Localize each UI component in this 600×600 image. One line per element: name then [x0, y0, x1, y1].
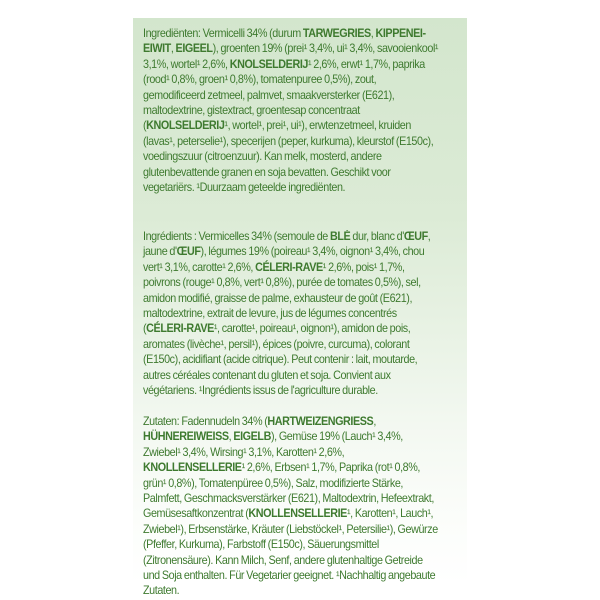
ingredient-text: ), légumes 19% (poireau¹ 3,4%, oignon¹ 3,4%, chou vert¹ 3,1%, carotte¹ 2,6%, — [143, 245, 425, 274]
allergen-text: EIGELB — [233, 430, 271, 444]
ingredient-text: ), Gemüse 19% (Lauch¹ 3,4%, Zwiebel¹ 3,4%, Wirsing¹ 3,1%, Karotten¹ 2,6%, — [143, 430, 403, 459]
ingredient-text: Zutaten: Fadennudeln 34% ( — [143, 415, 268, 428]
allergen-text: HÜHNEREIWEISS — [143, 430, 229, 444]
ingredient-text: Ingrédients : Vermicelles 34% (semoule de — [143, 230, 331, 243]
ingredient-text: ¹, carotte¹, poireau¹, oignon¹), amidon de pois, aromates (livèche¹, persil¹), épices (poivre, curcuma), colorant (E150c), acidifiant (acide citrique). Peut contenir : lait, moutarde, autres céréales contenant du gluten et soja. Convient aux végétariens. ¹Ingrédients issus de l'agriculture durable. — [143, 322, 418, 398]
ingredient-text: ¹, wortel¹, prei¹, ui¹), erwtenzetmeel, kruiden (lavas¹, peterselie¹), specerijen (peper, kurkuma), kleurstof (E150c), voedingszuur (citroenzuur). Kan melk, mosterd, andere glutenbevattende granen en soja bevatten. Geschikt voor vegetariërs. ¹Duurzaam geteelde ingrediënten. — [143, 119, 434, 195]
ingredient-text: , — [170, 42, 176, 56]
ingredient-text: ), groenten 19% (prei¹ 3,4%, ui¹ 3,4%, savooienkool¹ 3,1%, wortel¹ 2,6%, — [143, 42, 439, 71]
allergen-text: BLÉ — [330, 230, 351, 243]
ingredient-text: ¹ 2,6%, erwt¹ 1,7%, paprika (rood¹ 0,8%, groen¹ 0,8%), tomatenpuree 0,5%), zout, gemodificeerd zetmeel, palmvet, smaakversterker (E621), maltodextrine, gistextract, groentesap concentraat ( — [143, 57, 425, 133]
ingredient-text: Ingrediënten: Vermicelli 34% (durum — [143, 27, 303, 40]
ingredient-text: ¹ 2,6%, pois¹ 1,7%, poivrons (rouge¹ 0,8%, vert¹ 0,8%), purée de tomates 0,5%), sel, amidon modifié, graisse de palme, exhausteur de goût (E621), maltodextrine, extrait de levure, jus de légumes concentrés ( — [143, 260, 421, 336]
allergen-text: KNOLLENSELLERIE — [248, 507, 347, 521]
ingredients-label — [133, 18, 467, 598]
ingredient-text: dur, blanc d' — [350, 230, 404, 243]
ingredient-text: , — [370, 27, 376, 40]
allergen-text: ŒUF — [403, 230, 428, 243]
allergen-text: CÉLERI-RAVE — [255, 260, 323, 274]
ingredients-dutch — [143, 26, 439, 195]
ingredient-text: ¹ 2,6%, Erbsen¹ 1,7%, Paprika (rot¹ 0,8%, grün¹ 0,8%), Tomatenpüree 0,5%), Salz, modifizierte Stärke, Palmfett, Geschmacksverstärker (E621), Maltodextrin, Hefeextrakt, Gemüsesaftkonzentrat ( — [143, 461, 434, 521]
allergen-text: HARTWEIZENGRIESS — [267, 415, 374, 428]
allergen-text: ŒUF — [176, 245, 201, 259]
allergen-text: KNOLSELDERIJ — [229, 57, 308, 71]
allergen-text: KNOLLENSELLERIE — [143, 461, 242, 475]
allergen-text: KIPPENEI-EIWIT — [143, 27, 426, 56]
ingredient-text: ¹, Karotten¹, Lauch¹, Zwiebel¹), Erbsenstärke, Kräuter (Liebstöckel¹, Petersilie¹), Gewürze (Pfeffer, Kurkuma), Farbstoff (E150c), Säuerungsmittel (Zitronensäure). Kann Milch, Senf, andere glutenhaltige Getreide und Soja enthalten. Für Vegetarier geeignet. ¹Nachhaltig angebaute Zutaten. — [143, 507, 438, 598]
allergen-text: KNOLSELDERIJ — [146, 119, 225, 133]
ingredient-text: , jaune d' — [143, 230, 431, 259]
allergen-text: TARWEGRIES — [302, 27, 371, 40]
allergen-text: CÉLERI-RAVE — [146, 322, 214, 336]
allergen-text: EIGEEL — [175, 42, 213, 56]
ingredient-text: , — [373, 415, 376, 428]
ingredients-german — [143, 414, 439, 599]
ingredient-text: , — [228, 430, 234, 444]
ingredients-french — [143, 229, 439, 398]
